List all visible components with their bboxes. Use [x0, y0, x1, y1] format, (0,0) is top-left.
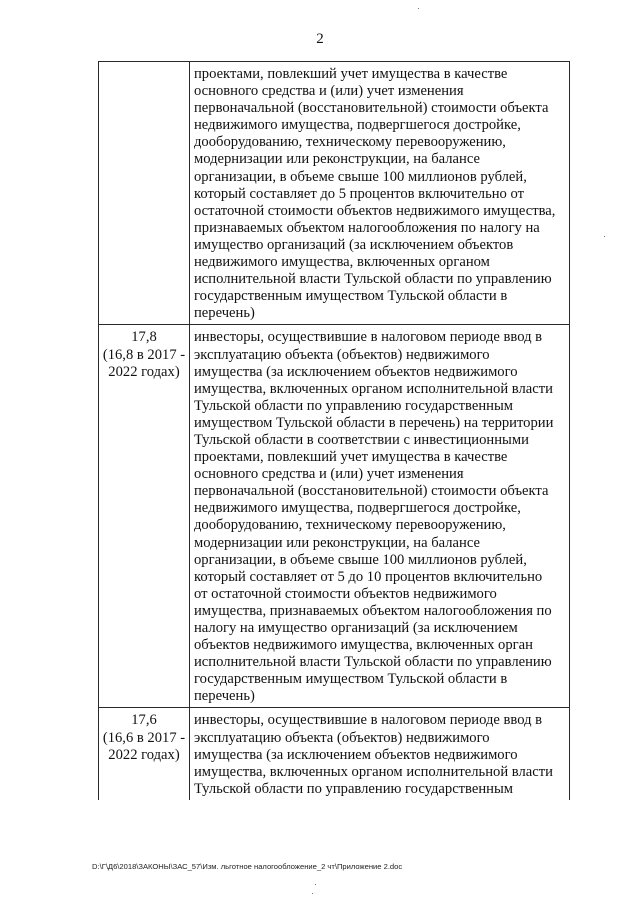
description-line: имущества, включенных органом исполнительной власти: [194, 763, 553, 780]
description-line: имущество организаций (за исключением объектов: [194, 236, 514, 253]
rate-line: (16,8 в 2017 -: [102, 346, 186, 363]
benefits-table: [98, 61, 570, 800]
description-line: модернизации или реконструкции, на балансе: [194, 151, 480, 168]
description-line: исполнительной власти Тульской области по управлению: [194, 654, 552, 671]
rate-line: 2022 годах): [108, 746, 180, 763]
rate-line: 2022 годах): [108, 363, 180, 380]
scan-speck: [312, 893, 313, 894]
description-line: первоначальной (восстановительной) стоимости объекта: [194, 483, 549, 500]
description-line: который составляет до 5 процентов включительно от: [194, 185, 524, 202]
table-row: [99, 325, 570, 708]
description-line: перечень): [194, 688, 255, 705]
file-path-footer: D:\Г\Д6\2018\ЗАКОНЫ\ЗАС_57\Изм. льготное налогообложение_2 чт\Приложение 2.doc: [92, 862, 403, 871]
description-line: имущества (за исключением объектов недвижимого: [194, 363, 518, 380]
table-row: [99, 62, 570, 325]
description-line: объектов недвижимого имущества, включенных орган: [194, 637, 533, 654]
description-line: Тульской области в соответствии с инвестиционными: [194, 431, 529, 448]
description-cell: [190, 325, 570, 708]
page-number: 2: [316, 31, 324, 47]
description-line: эксплуатацию объекта (объектов) недвижимого: [194, 729, 490, 746]
description-line: остаточной стоимости объектов недвижимого имущества,: [194, 202, 556, 219]
rate-line: (16,6 в 2017 -: [102, 729, 186, 746]
description-cell: [190, 708, 570, 800]
description-line: проектами, повлекший учет имущества в качестве: [194, 449, 508, 466]
description-line: имущества, признаваемых объектом налогообложения по: [194, 602, 552, 619]
description-line: основного средства и (или) учет изменения: [194, 466, 464, 483]
description-line: который составляет от 5 до 10 процентов включительно: [194, 568, 543, 585]
rate-cell: [99, 325, 190, 708]
description-line: эксплуатацию объекта (объектов) недвижимого: [194, 346, 490, 363]
description-line: недвижимого имущества, подвергшегося достройке,: [194, 117, 521, 134]
description-line: исполнительной власти Тульской области по управлению: [194, 271, 552, 288]
description-line: Тульской области по управлению государственным: [194, 397, 514, 414]
scan-speck: [604, 236, 605, 237]
description-line: налогу на имущество организаций (за исключением: [194, 620, 518, 636]
description-line: дооборудованию, техническому перевооружению,: [194, 517, 506, 534]
description-line: проектами, повлекший учет имущества в качестве: [194, 66, 508, 82]
description-line: перечень): [194, 305, 255, 322]
description-line: недвижимого имущества, подвергшегося достройке,: [194, 500, 521, 517]
rate-line: 17,8: [131, 329, 157, 346]
description-line: Тульской области по управлению государственным: [194, 780, 514, 797]
description-line: первоначальной (восстановительной) стоимости объекта: [194, 100, 549, 117]
scan-speck: [315, 884, 316, 885]
description-line: недвижимого имущества, включенных органом: [194, 254, 490, 271]
description-line: государственным имуществом Тульской области в: [194, 288, 508, 305]
description-line: основного средства и (или) учет изменения: [194, 83, 464, 100]
description-line: имуществом Тульской области в перечень) на территории: [194, 414, 554, 431]
description-line: государственным имуществом Тульской области в: [194, 671, 508, 688]
rate-cell: [99, 708, 190, 800]
description-line: организации, в объеме свыше 100 миллионов рублей,: [194, 551, 527, 568]
description-line: имущества, включенных органом исполнительной власти: [194, 380, 553, 397]
description-line: имущества (за исключением объектов недвижимого: [194, 746, 518, 763]
description-line: инвесторы, осуществившие в налоговом периоде ввод в: [194, 329, 543, 346]
description-line: дооборудованию, техническому перевооружению,: [194, 134, 506, 151]
description-line: инвесторы, осуществившие в налоговом периоде ввод в: [194, 712, 543, 729]
rate-cell: [99, 62, 190, 325]
description-line: модернизации или реконструкции, на балансе: [194, 534, 480, 551]
description-line: признаваемых объектом налогообложения по налогу на: [194, 219, 540, 236]
description-line: организации, в объеме свыше 100 миллионов рублей,: [194, 168, 527, 185]
table-row: [99, 708, 570, 800]
rate-line: 17,6: [131, 712, 157, 729]
description-cell: [190, 62, 570, 325]
description-line: от остаточной стоимости объектов недвижимого: [194, 585, 497, 602]
scan-speck: [418, 8, 419, 9]
